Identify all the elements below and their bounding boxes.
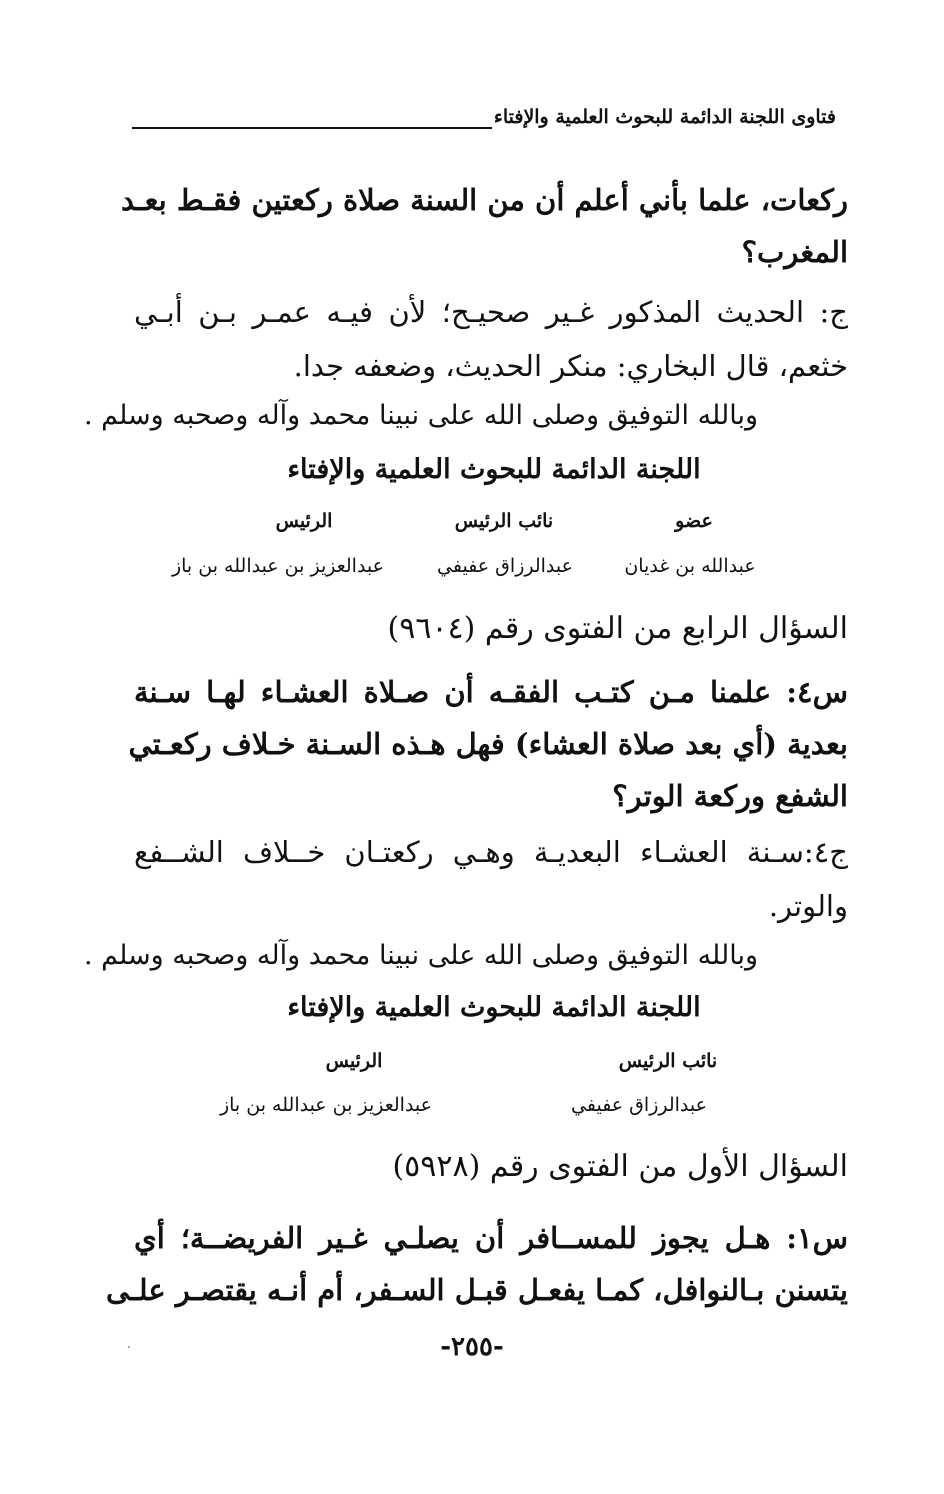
signatory-name: عبدالله بن غديان	[624, 555, 756, 577]
question-line: يتسنن بـالنوافل، كمـا يفعـل قبـل السـفر، أم أنـه يقتصـر علـى	[106, 1273, 848, 1307]
section-heading: السؤال الأول من الفتوى رقم (٥٩٢٨)	[392, 1149, 848, 1184]
signatory-title: عضو	[675, 510, 713, 532]
closing-prayer: وبالله التوفيق وصلى الله على نبينا محمد وآله وصحبه وسلم .	[83, 400, 758, 431]
signatory-title: نائب الرئيس	[454, 510, 554, 532]
signatory-title: الرئيس	[275, 510, 333, 532]
signatory-name: عبدالعزيز بن عبدالله بن باز	[171, 555, 385, 577]
closing-prayer: وبالله التوفيق وصلى الله على نبينا محمد وآله وصحبه وسلم .	[83, 940, 758, 971]
running-header: فتاوى اللجنة الدائمة للبحوث العلمية والإفتاء	[493, 106, 836, 128]
answer-line: خثعم، قال البخاري: منكر الحديث، وضعفه جدا.	[293, 349, 848, 383]
section-heading: السؤال الرابع من الفتوى رقم (٩٦٠٤)	[387, 611, 848, 646]
margin-speck	[128, 1346, 130, 1348]
answer-line: ج٤:سـنة العشـاء البعديـة وهـي ركعتـان خــلاف الشــفع	[134, 835, 848, 869]
page-number: -٢٥٥-	[440, 1332, 504, 1362]
header-rule	[132, 127, 492, 129]
signatory-title: نائب الرئيس	[618, 1050, 718, 1072]
signatory-name: عبدالرزاق عفيفي	[437, 555, 573, 577]
question-line: ركعات، علما بأني أعلم أن من السنة صلاة ركعتين فقـط بعـد	[120, 183, 848, 217]
signatory-name: عبدالرزاق عفيفي	[571, 1094, 707, 1116]
question-line: س٤: علمنا مـن كتـب الفقـه أن صـلاة العشـاء لهـا سـنة	[134, 675, 848, 709]
committee-name: اللجنة الدائمة للبحوث العلمية والإفتاء	[287, 454, 701, 485]
question-line: بعدية (أي بعد صلاة العشاء) فهل هـذه السـنة خـلاف ركعـتي	[128, 727, 848, 761]
question-line: الشفع وركعة الوتر؟	[612, 779, 848, 813]
question-line: س١: هـل يجوز للمســافر أن يصلـي غـير الفريضــة؛ أي	[134, 1221, 848, 1255]
signatory-name: عبدالعزيز بن عبدالله بن باز	[219, 1094, 433, 1116]
answer-line: والوتر.	[768, 889, 848, 923]
answer-line: ج: الحديث المذكور غـير صحيـح؛ لأن فيـه عمـر بـن أبـي	[134, 295, 848, 329]
signatory-title: الرئيس	[325, 1050, 383, 1072]
committee-name: اللجنة الدائمة للبحوث العلمية والإفتاء	[287, 992, 701, 1023]
question-line: المغرب؟	[741, 235, 848, 269]
